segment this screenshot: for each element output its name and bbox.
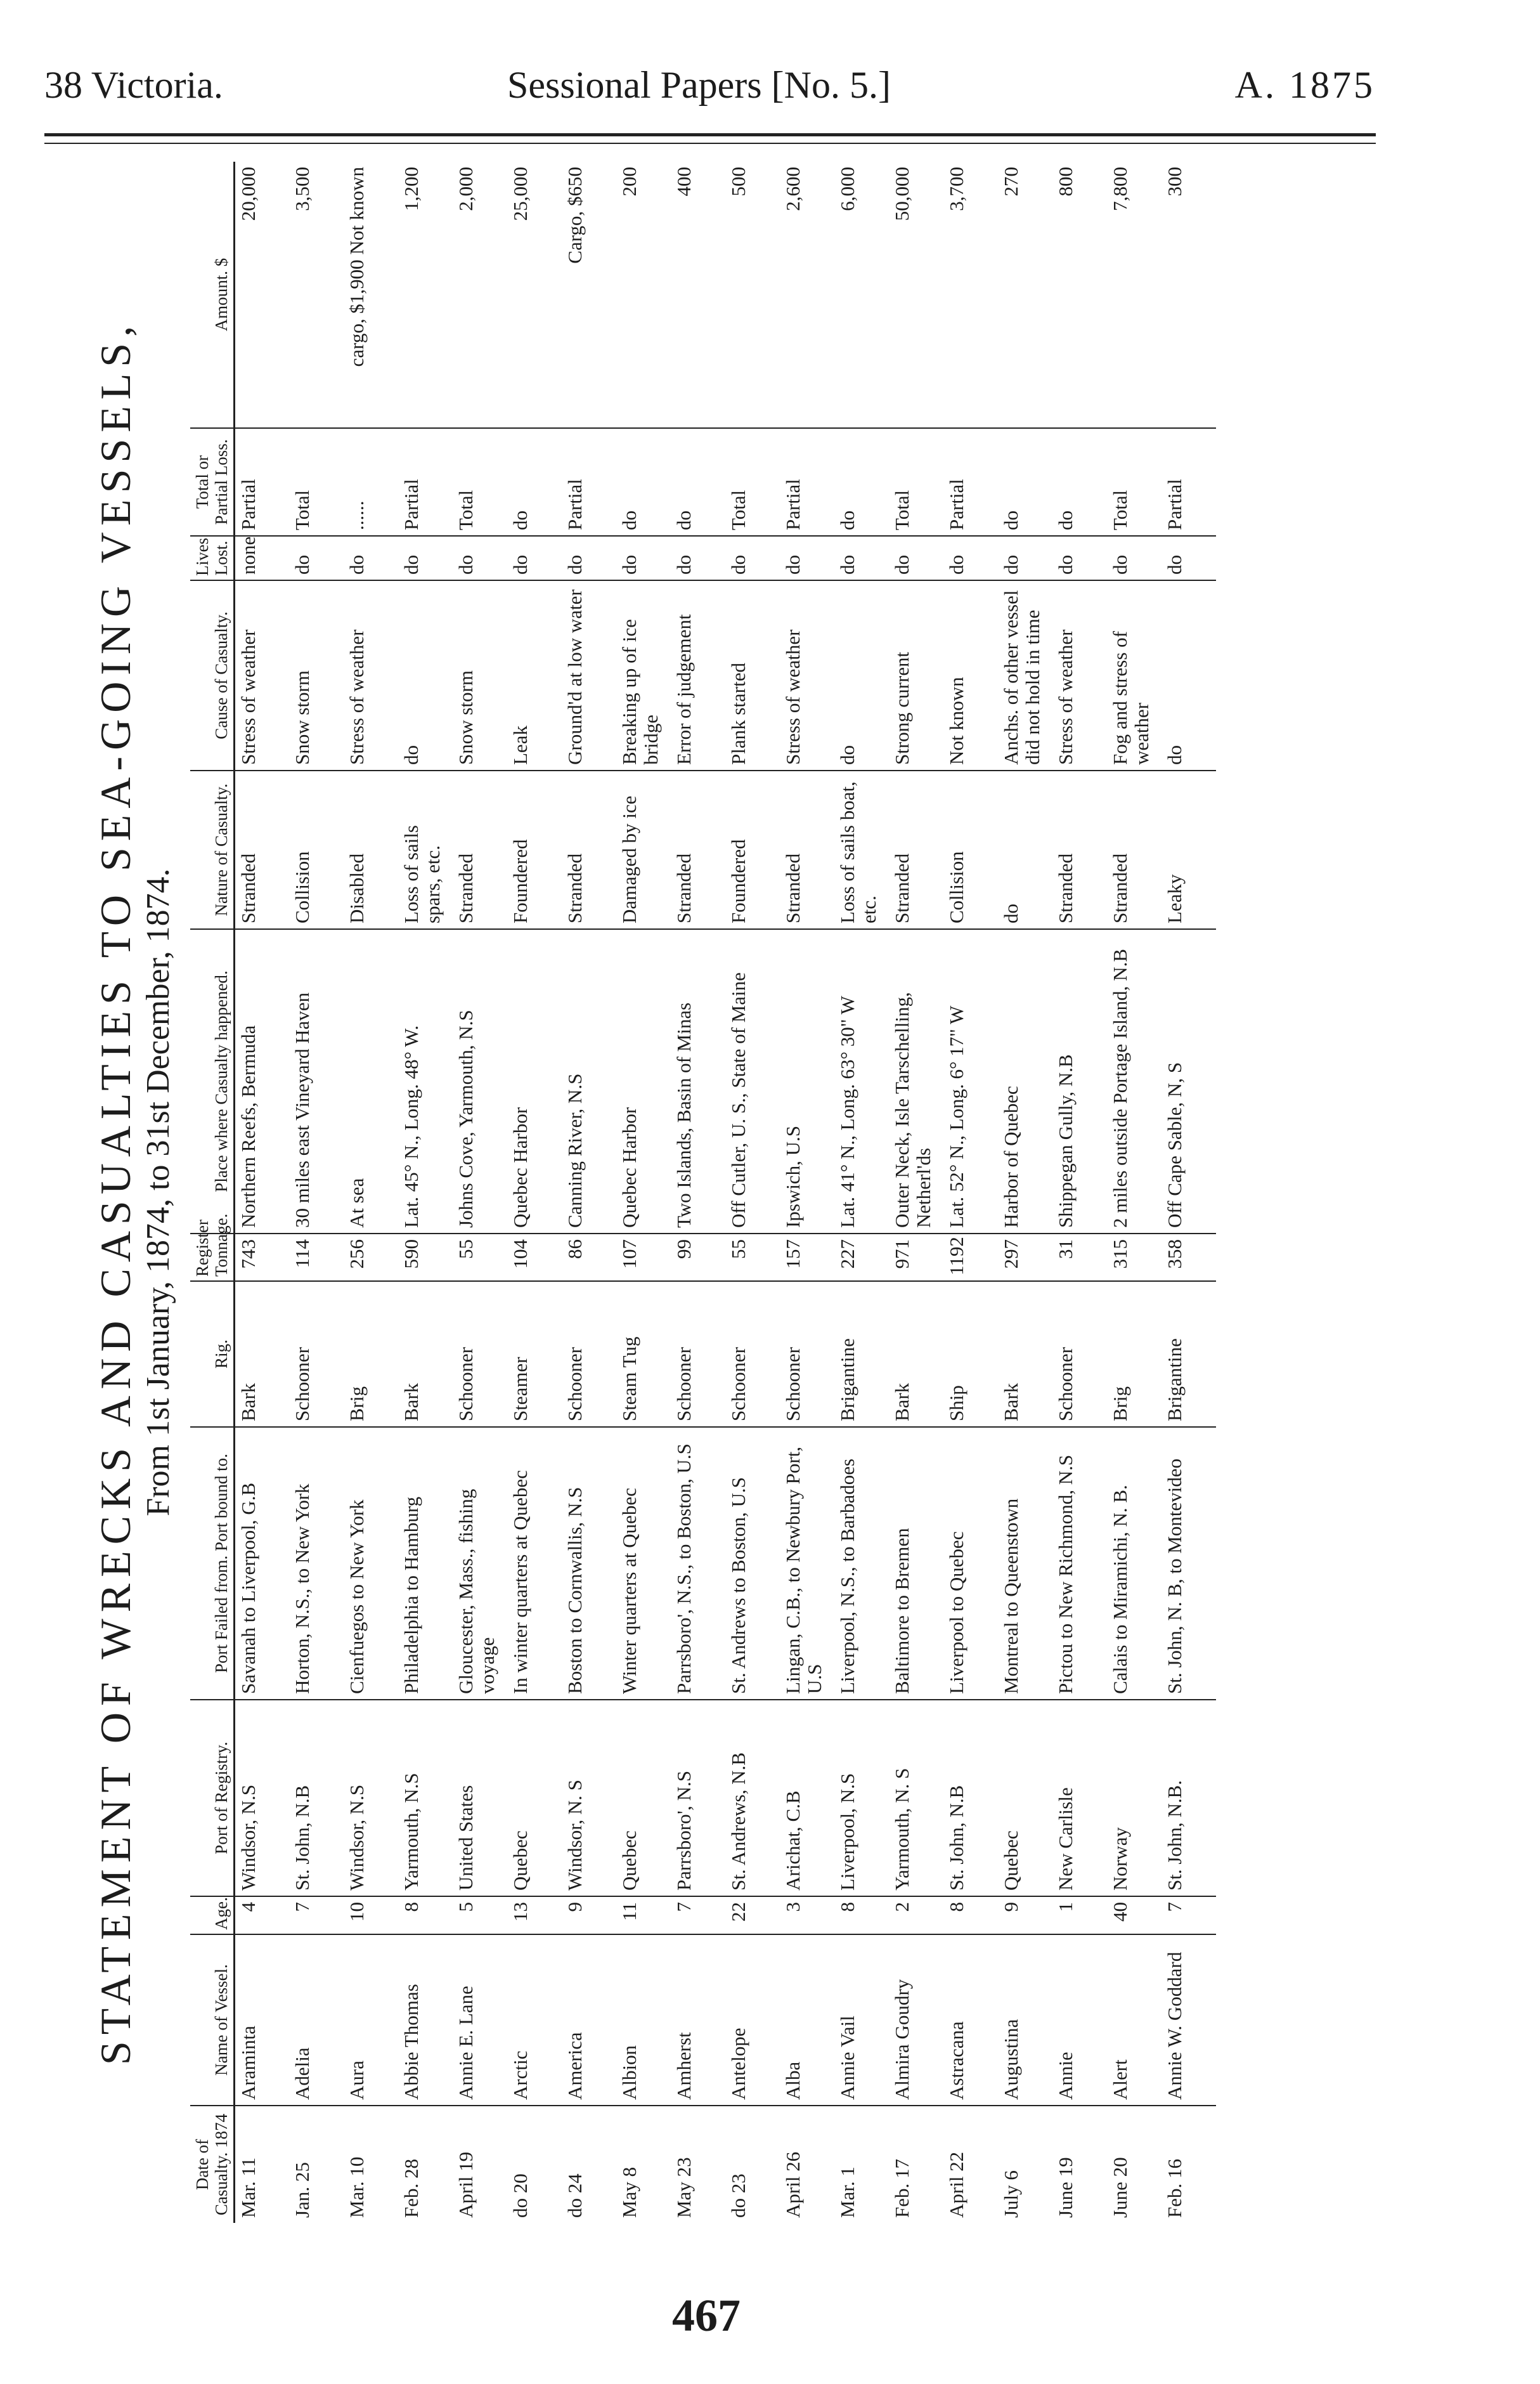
cell-age: 13 xyxy=(507,1896,562,1934)
cell-name: Amherst xyxy=(671,1934,725,2106)
page-number: 467 xyxy=(672,2290,741,2341)
cell-registry: United States xyxy=(453,1700,507,1896)
cell-amount: 270 xyxy=(999,167,1022,197)
table-body xyxy=(235,162,1216,2223)
cell-cause: Stress of weather xyxy=(235,580,289,771)
cell-age: 8 xyxy=(398,1896,453,1934)
cell-place: Off Cutler, U. S., State of Maine xyxy=(725,929,780,1234)
cell-name: Alba xyxy=(780,1934,834,2106)
cell-loss: do xyxy=(834,428,889,536)
cell-lives: do xyxy=(453,536,507,580)
cell-amount: 3,700 xyxy=(945,167,967,211)
cell-lives: none xyxy=(235,536,289,580)
table-row xyxy=(344,162,398,2223)
cell-registry: Arichat, C.B xyxy=(780,1700,834,1896)
cell-place: Off Cape Sable, N, S xyxy=(1161,929,1216,1234)
cell-rig: Bark xyxy=(998,1281,1052,1427)
table-row xyxy=(943,162,998,2223)
cell-port: Liverpool to Quebec xyxy=(943,1427,998,1700)
cell-loss: Total xyxy=(289,428,344,536)
cell-tonnage: 114 xyxy=(289,1234,344,1281)
cell-lives: do xyxy=(998,536,1052,580)
cell-date: May 8 xyxy=(616,2106,671,2223)
cell-name: Alert xyxy=(1107,1934,1161,2106)
cell-cause: do xyxy=(1161,580,1216,771)
cell-lives: do xyxy=(780,536,834,580)
cell-place: 30 miles east Vineyard Haven xyxy=(289,929,344,1234)
cell-date: Jan. 25 xyxy=(289,2106,344,2223)
cell-date: May 23 xyxy=(671,2106,725,2223)
cell-amount: 3,500 xyxy=(290,167,313,211)
cell-name: Albion xyxy=(616,1934,671,2106)
cell-registry: New Carlisle xyxy=(1052,1700,1107,1896)
cell-date: Feb. 16 xyxy=(1161,2106,1216,2223)
cell-place: Lat. 41° N., Long. 63° 30" W xyxy=(834,929,889,1234)
table-row xyxy=(453,162,507,2223)
cell-amount: 1,200 xyxy=(399,167,422,211)
cell-name: Annie Vail xyxy=(834,1934,889,2106)
cell-cause: Ground'd at low water xyxy=(562,580,616,771)
cell-port: St. Andrews to Boston, U.S xyxy=(725,1427,780,1700)
table-row xyxy=(780,162,834,2223)
cell-name: America xyxy=(562,1934,616,2106)
table-row xyxy=(507,162,562,2223)
cell-loss: Total xyxy=(453,428,507,536)
cell-amount: cargo, $1,900 Not known xyxy=(345,167,368,367)
table-row xyxy=(1107,162,1161,2223)
cell-port: Cienfuegos to New York xyxy=(344,1427,398,1700)
cell-age: 7 xyxy=(671,1896,725,1934)
cell-rig: Brig xyxy=(344,1281,398,1427)
cell-rig: Schooner xyxy=(671,1281,725,1427)
cell-cause: Leak xyxy=(507,580,562,771)
cell-tonnage: 104 xyxy=(507,1234,562,1281)
cell-rig: Ship xyxy=(943,1281,998,1427)
cell-place: Two Islands, Basin of Minas xyxy=(671,929,725,1234)
cell-registry: Windsor, N. S xyxy=(562,1700,616,1896)
cell-nature: Foundered xyxy=(507,771,562,929)
cell-age: 3 xyxy=(780,1896,834,1934)
cell-cause: do xyxy=(398,580,453,771)
cell-nature: Leaky xyxy=(1161,771,1216,929)
cell-loss: do xyxy=(1052,428,1107,536)
cell-place: Lat. 52° N., Long. 6° 17" W xyxy=(943,929,998,1234)
cell-date: do 24 xyxy=(562,2106,616,2223)
cell-tonnage: 55 xyxy=(453,1234,507,1281)
cell-date: Mar. 10 xyxy=(344,2106,398,2223)
col-port: Port Failed from. Port bound to. xyxy=(190,1427,235,1700)
cell-nature: Stranded xyxy=(671,771,725,929)
cell-date: Feb. 17 xyxy=(889,2106,943,2223)
cell-age: 2 xyxy=(889,1896,943,1934)
cell-name: Annie xyxy=(1052,1934,1107,2106)
table-row xyxy=(616,162,671,2223)
cell-tonnage: 55 xyxy=(725,1234,780,1281)
table-row xyxy=(1052,162,1107,2223)
cell-place: Quebec Harbor xyxy=(616,929,671,1234)
cell-date: April 26 xyxy=(780,2106,834,2223)
cell-date: June 19 xyxy=(1052,2106,1107,2223)
cell-amount: 50,000 xyxy=(890,167,913,221)
col-place: Place where Casualty happened. xyxy=(190,929,235,1234)
cell-age: 7 xyxy=(289,1896,344,1934)
cell-name: Annie W. Goddard xyxy=(1161,1934,1216,2106)
cell-amount: 2,000 xyxy=(454,167,477,211)
cell-loss: do xyxy=(616,428,671,536)
col-rig: Rig. xyxy=(190,1281,235,1427)
cell-cause: Fog and stress of weather xyxy=(1107,580,1161,771)
cell-cause: do xyxy=(834,580,889,771)
statement-title: STATEMENT OF WRECKS AND CASUALTIES TO SEA-GOING VESSELS, xyxy=(91,319,139,2066)
cell-tonnage: 971 xyxy=(889,1234,943,1281)
cell-loss: Partial xyxy=(780,428,834,536)
cell-name: Adelia xyxy=(289,1934,344,2106)
cell-rig: Schooner xyxy=(562,1281,616,1427)
cell-amount: 400 xyxy=(672,167,695,197)
cell-lives: do xyxy=(1052,536,1107,580)
cell-date: April 22 xyxy=(943,2106,998,2223)
cell-tonnage: 743 xyxy=(235,1234,289,1281)
cell-tonnage: 99 xyxy=(671,1234,725,1281)
cell-registry: Liverpool, N.S xyxy=(834,1700,889,1896)
cell-tonnage: 86 xyxy=(562,1234,616,1281)
cell-port: Liverpool, N.S., to Barbadoes xyxy=(834,1427,889,1700)
cell-registry: Quebec xyxy=(616,1700,671,1896)
cell-name: Almira Goudry xyxy=(889,1934,943,2106)
cell-cause: Not known xyxy=(943,580,998,771)
cell-tonnage: 590 xyxy=(398,1234,453,1281)
sessional-papers-header: Sessional Papers [No. 5.] xyxy=(507,64,891,106)
cell-rig: Schooner xyxy=(289,1281,344,1427)
cell-lives: do xyxy=(289,536,344,580)
cell-place: Outer Neck, Isle Tarschelling, Netherl'ds xyxy=(889,929,943,1234)
cell-age: 4 xyxy=(235,1896,289,1934)
rotated-statement xyxy=(73,162,1278,2223)
cell-registry: Norway xyxy=(1107,1700,1161,1896)
cell-nature: Stranded xyxy=(562,771,616,929)
cell-registry: Windsor, N.S xyxy=(235,1700,289,1896)
cell-amount: 300 xyxy=(1163,167,1186,197)
col-nature: Nature of Casualty. xyxy=(190,771,235,929)
cell-nature: Collision xyxy=(289,771,344,929)
cell-loss: Total xyxy=(725,428,780,536)
cell-rig: Schooner xyxy=(725,1281,780,1427)
cell-registry: St. John, N.B. xyxy=(1161,1700,1216,1896)
cell-registry: St. John, N.B xyxy=(943,1700,998,1896)
col-cause: Cause of Casualty. xyxy=(190,580,235,771)
cell-loss: ...... xyxy=(344,428,398,536)
cell-lives: do xyxy=(507,536,562,580)
cell-cause: Snow storm xyxy=(289,580,344,771)
table-row xyxy=(562,162,616,2223)
cell-registry: Windsor, N.S xyxy=(344,1700,398,1896)
cell-amount: Cargo, $650 xyxy=(563,167,586,264)
cell-amount: 200 xyxy=(618,167,640,197)
table-row xyxy=(289,162,344,2223)
cell-cause: Stress of weather xyxy=(1052,580,1107,771)
cell-name: Arctic xyxy=(507,1934,562,2106)
cell-tonnage: 358 xyxy=(1161,1234,1216,1281)
cell-port: Winter quarters at Quebec xyxy=(616,1427,671,1700)
cell-port: Parrsboro', N.S., to Boston, U.S xyxy=(671,1427,725,1700)
cell-place: 2 miles outside Portage Island, N.B xyxy=(1107,929,1161,1234)
cell-lives: do xyxy=(616,536,671,580)
cell-registry: Yarmouth, N. S xyxy=(889,1700,943,1896)
wrecks-table xyxy=(190,162,1216,2223)
cell-port: Horton, N.S., to New York xyxy=(289,1427,344,1700)
cell-nature: Disabled xyxy=(344,771,398,929)
cell-nature: Loss of sails spars, etc. xyxy=(398,771,453,929)
cell-date: do 23 xyxy=(725,2106,780,2223)
cell-place: Harbor of Quebec xyxy=(998,929,1052,1234)
cell-rig: Steamer xyxy=(507,1281,562,1427)
cell-age: 9 xyxy=(562,1896,616,1934)
cell-rig: Schooner xyxy=(453,1281,507,1427)
cell-age: 7 xyxy=(1161,1896,1216,1934)
cell-port: Savanah to Liverpool, G.B xyxy=(235,1427,289,1700)
cell-tonnage: 227 xyxy=(834,1234,889,1281)
cell-date: June 20 xyxy=(1107,2106,1161,2223)
cell-cause: Strong current xyxy=(889,580,943,771)
cell-cause: Anchs. of other vessel did not hold in time xyxy=(998,580,1052,771)
cell-loss: Partial xyxy=(235,428,289,536)
cell-nature: Foundered xyxy=(725,771,780,929)
cell-registry: St. John, N.B xyxy=(289,1700,344,1896)
cell-port: In winter quarters at Quebec xyxy=(507,1427,562,1700)
col-name: Name of Vessel. xyxy=(190,1934,235,2106)
cell-amount: 2,600 xyxy=(781,167,804,211)
table-row xyxy=(889,162,943,2223)
cell-port: Calais to Miramichi, N. B. xyxy=(1107,1427,1161,1700)
cell-lives: do xyxy=(889,536,943,580)
cell-place: Johns Cove, Yarmouth, N.S xyxy=(453,929,507,1234)
cell-place: Quebec Harbor xyxy=(507,929,562,1234)
cell-loss: Total xyxy=(889,428,943,536)
cell-tonnage: 31 xyxy=(1052,1234,1107,1281)
cell-lives: do xyxy=(1107,536,1161,580)
cell-port: Philadelphia to Hamburg xyxy=(398,1427,453,1700)
cell-port: Pictou to New Richmond, N.S xyxy=(1052,1427,1107,1700)
cell-lives: do xyxy=(398,536,453,580)
header-rule-thin xyxy=(44,143,1376,144)
col-loss: Total or Partial Loss. xyxy=(190,428,235,536)
cell-port: Baltimore to Bremen xyxy=(889,1427,943,1700)
cell-loss: Partial xyxy=(1161,428,1216,536)
cell-date: April 19 xyxy=(453,2106,507,2223)
table-row xyxy=(834,162,889,2223)
cell-place: Canning River, N.S xyxy=(562,929,616,1234)
cell-age: 10 xyxy=(344,1896,398,1934)
cell-place: Ipswich, U.S xyxy=(780,929,834,1234)
cell-cause: Breaking up of ice bridge xyxy=(616,580,671,771)
col-lives: Lives Lost. xyxy=(190,536,235,580)
cell-cause: Plank started xyxy=(725,580,780,771)
cell-nature: Stranded xyxy=(235,771,289,929)
cell-tonnage: 107 xyxy=(616,1234,671,1281)
cell-registry: Parrsboro', N.S xyxy=(671,1700,725,1896)
cell-date: Mar. 11 xyxy=(235,2106,289,2223)
cell-name: Aura xyxy=(344,1934,398,2106)
cell-amount: 25,000 xyxy=(508,167,531,221)
table-row xyxy=(398,162,453,2223)
cell-rig: Brigantine xyxy=(1161,1281,1216,1427)
cell-age: 1 xyxy=(1052,1896,1107,1934)
cell-rig: Schooner xyxy=(780,1281,834,1427)
cell-port: Lingan, C.B., to Newbury Port, U.S xyxy=(780,1427,834,1700)
cell-age: 9 xyxy=(998,1896,1052,1934)
cell-lives: do xyxy=(725,536,780,580)
year-header: A. 1875 xyxy=(1234,64,1375,106)
cell-lives: do xyxy=(671,536,725,580)
cell-lives: do xyxy=(562,536,616,580)
col-date: Date of Casualty. 1874 xyxy=(190,2106,235,2223)
cell-name: Augustina xyxy=(998,1934,1052,2106)
cell-name: Annie E. Lane xyxy=(453,1934,507,2106)
cell-nature: Stranded xyxy=(780,771,834,929)
cell-nature: Damaged by ice xyxy=(616,771,671,929)
cell-rig: Schooner xyxy=(1052,1281,1107,1427)
cell-amount: 800 xyxy=(1054,167,1077,197)
cell-tonnage: 157 xyxy=(780,1234,834,1281)
session-header: 38 Victoria. xyxy=(44,64,223,106)
cell-nature: Loss of sails boat, etc. xyxy=(834,771,889,929)
cell-date: Feb. 28 xyxy=(398,2106,453,2223)
cell-nature: Stranded xyxy=(1052,771,1107,929)
cell-cause: Error of judgement xyxy=(671,580,725,771)
cell-amount: 7,800 xyxy=(1108,167,1131,211)
table-header-row xyxy=(190,162,235,2223)
cell-place: Lat. 45° N., Long. 48° W. xyxy=(398,929,453,1234)
cell-tonnage: 256 xyxy=(344,1234,398,1281)
cell-place: At sea xyxy=(344,929,398,1234)
cell-loss: do xyxy=(671,428,725,536)
cell-registry: Quebec xyxy=(507,1700,562,1896)
cell-name: Abbie Thomas xyxy=(398,1934,453,2106)
col-tonnage: Register Tonnage. xyxy=(190,1234,235,1281)
cell-loss: Partial xyxy=(943,428,998,536)
cell-nature: Stranded xyxy=(1107,771,1161,929)
cell-loss: Partial xyxy=(398,428,453,536)
cell-cause: Stress of weather xyxy=(344,580,398,771)
header-rule xyxy=(44,133,1376,136)
cell-registry: Yarmouth, N.S xyxy=(398,1700,453,1896)
cell-loss: Partial xyxy=(562,428,616,536)
cell-name: Araminta xyxy=(235,1934,289,2106)
col-registry: Port of Registry. xyxy=(190,1700,235,1896)
cell-port: Gloucester, Mass., fishing voyage xyxy=(453,1427,507,1700)
col-amount: Amount. $ xyxy=(190,162,235,428)
cell-nature: Stranded xyxy=(889,771,943,929)
cell-loss: Total xyxy=(1107,428,1161,536)
cell-age: 8 xyxy=(834,1896,889,1934)
col-age: Age. xyxy=(190,1896,235,1934)
cell-tonnage: 315 xyxy=(1107,1234,1161,1281)
cell-cause: Stress of weather xyxy=(780,580,834,771)
cell-nature: Stranded xyxy=(453,771,507,929)
cell-loss: do xyxy=(507,428,562,536)
cell-date: Mar. 1 xyxy=(834,2106,889,2223)
cell-age: 40 xyxy=(1107,1896,1161,1934)
cell-rig: Bark xyxy=(889,1281,943,1427)
table-row xyxy=(725,162,780,2223)
cell-place: Northern Reefs, Bermuda xyxy=(235,929,289,1234)
cell-port: Boston to Cornwallis, N.S xyxy=(562,1427,616,1700)
cell-name: Antelope xyxy=(725,1934,780,2106)
cell-lives: do xyxy=(344,536,398,580)
cell-place: Shippegan Gully, N.B xyxy=(1052,929,1107,1234)
cell-cause: Snow storm xyxy=(453,580,507,771)
cell-registry: Quebec xyxy=(998,1700,1052,1896)
cell-port: Montreal to Queenstown xyxy=(998,1427,1052,1700)
cell-age: 8 xyxy=(943,1896,998,1934)
cell-date: do 20 xyxy=(507,2106,562,2223)
cell-tonnage: 1192 xyxy=(943,1234,998,1281)
cell-registry: St. Andrews, N.B xyxy=(725,1700,780,1896)
cell-port: St. John, N. B, to Montevideo xyxy=(1161,1427,1216,1700)
cell-rig: Brigantine xyxy=(834,1281,889,1427)
cell-age: 11 xyxy=(616,1896,671,1934)
cell-rig: Bark xyxy=(235,1281,289,1427)
cell-nature: Collision xyxy=(943,771,998,929)
cell-rig: Bark xyxy=(398,1281,453,1427)
cell-age: 5 xyxy=(453,1896,507,1934)
cell-amount: 20,000 xyxy=(237,167,259,221)
cell-name: Astracana xyxy=(943,1934,998,2106)
table-row xyxy=(235,162,289,2223)
cell-rig: Steam Tug xyxy=(616,1281,671,1427)
statement-subtitle: From 1st January, 1874, to 31st December, 1874. xyxy=(140,868,176,1516)
cell-loss: do xyxy=(998,428,1052,536)
cell-amount: 6,000 xyxy=(836,167,858,211)
cell-lives: do xyxy=(1161,536,1216,580)
cell-tonnage: 297 xyxy=(998,1234,1052,1281)
cell-nature: do xyxy=(998,771,1052,929)
table-row xyxy=(671,162,725,2223)
cell-date: July 6 xyxy=(998,2106,1052,2223)
cell-lives: do xyxy=(943,536,998,580)
table-row xyxy=(1161,162,1216,2223)
cell-amount: 500 xyxy=(727,167,749,197)
cell-age: 22 xyxy=(725,1896,780,1934)
cell-rig: Brig xyxy=(1107,1281,1161,1427)
table-row xyxy=(998,162,1052,2223)
statement-caption xyxy=(92,162,187,2223)
cell-lives: do xyxy=(834,536,889,580)
